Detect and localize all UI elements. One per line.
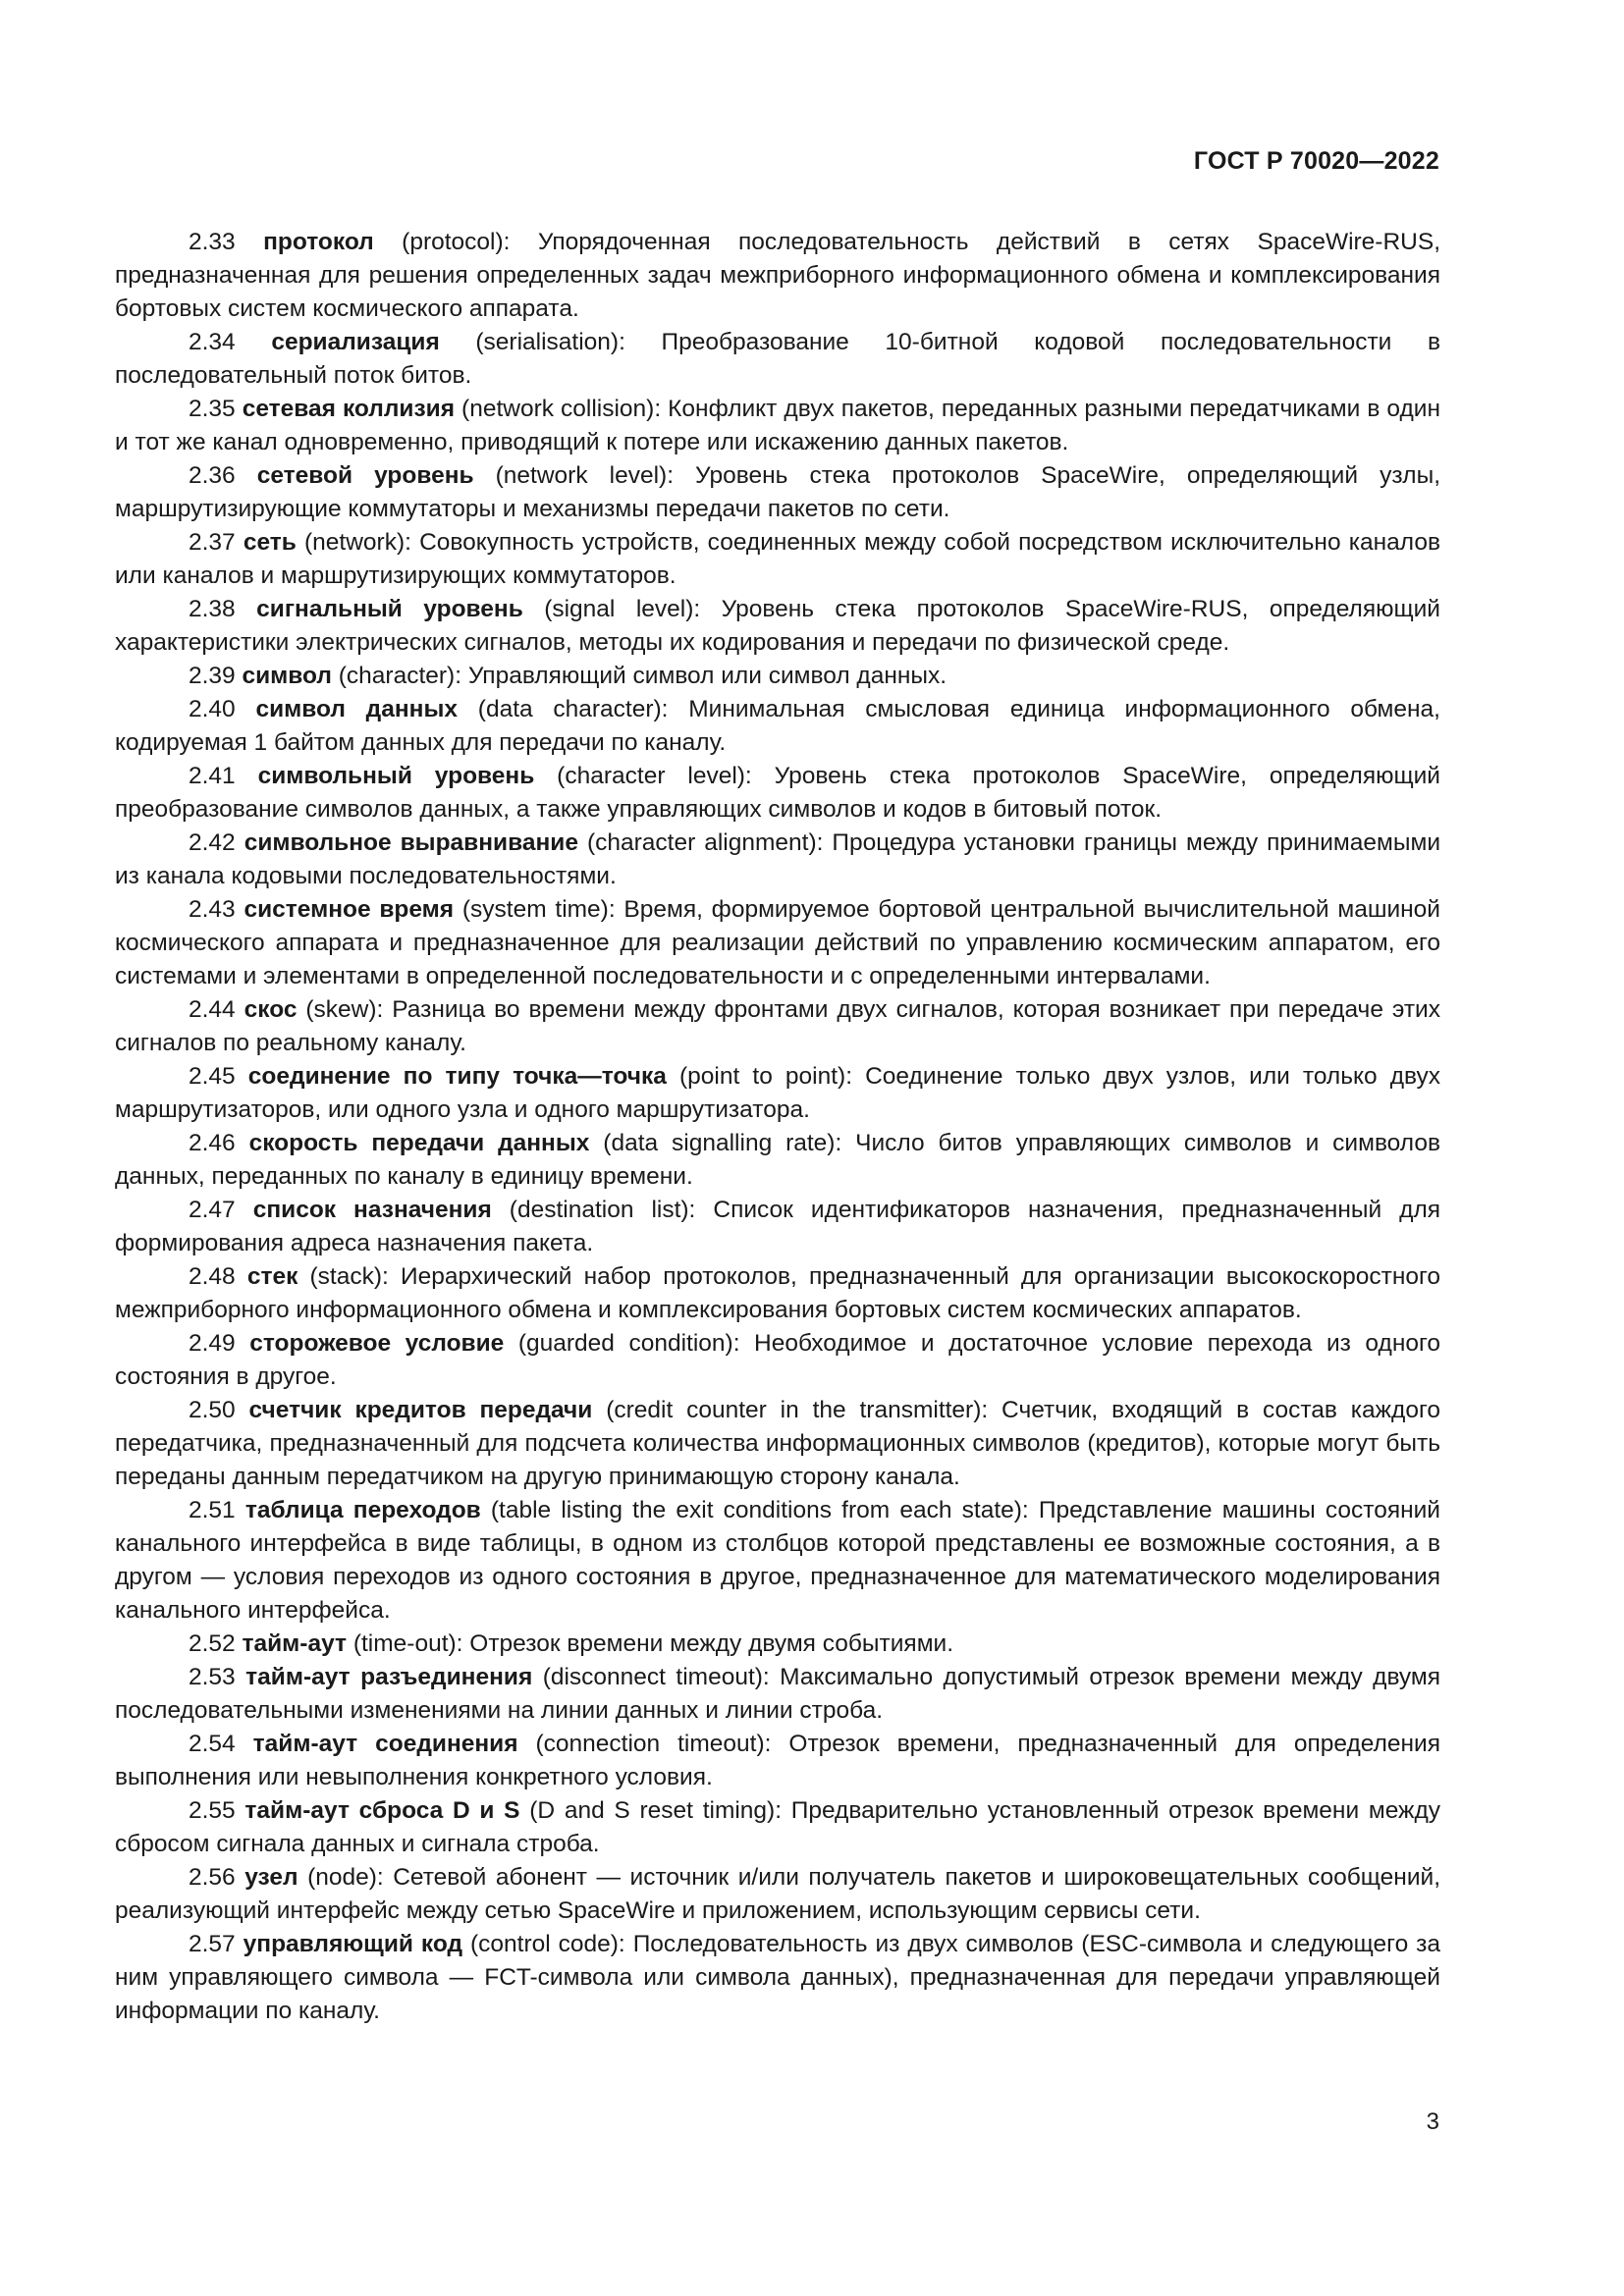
- term-definition: (network level): Уровень стека протоколов SpaceWire, определяющий узлы, маршрутизирующие коммутаторы и механизмы передачи пакетов по сети.: [115, 462, 1440, 522]
- term-number: 2.38: [189, 596, 236, 622]
- standard-designation: ГОСТ Р 70020—2022: [1193, 147, 1439, 175]
- term-title: системное время: [244, 896, 455, 923]
- term-definition: (character alignment): Процедура установки границы между принимаемыми из канала кодовыми последовательностями.: [115, 829, 1441, 889]
- term-title: сетевой уровень: [256, 462, 474, 489]
- term-entry: [115, 526, 1440, 593]
- term-title: счетчик кредитов передачи: [248, 1397, 593, 1423]
- term-entry: [115, 827, 1440, 893]
- term-number: 2.37: [189, 529, 236, 556]
- term-title: сетевая коллизия: [242, 396, 455, 422]
- term-title: тайм-аут: [242, 1630, 348, 1657]
- term-title: протокол: [263, 229, 374, 255]
- term-title: соединение по типу точка—точка: [247, 1063, 667, 1090]
- term-number: 2.56: [189, 1864, 236, 1891]
- term-definition: (serialisation): Преобразование 10-битной кодовой последовательности в последовательный поток битов.: [115, 329, 1440, 389]
- term-title: сеть: [243, 529, 297, 556]
- term-number: 2.50: [189, 1397, 236, 1423]
- term-entry: [115, 1060, 1440, 1127]
- term-entry: [115, 1327, 1440, 1394]
- term-title: скос: [244, 996, 298, 1023]
- term-number: 2.49: [189, 1330, 236, 1357]
- term-title: список назначения: [252, 1197, 492, 1223]
- term-definition: (point to point): Соединение только двух узлов, или только двух маршрутизаторов, или одного узла и одного маршрутизатора.: [115, 1063, 1440, 1123]
- term-number: 2.57: [189, 1931, 236, 1957]
- term-title: сторожевое условие: [249, 1330, 505, 1357]
- term-definition: (node): Сетевой абонент — источник и/или получатель пакетов и широковещательных сообщений, реализующий интерфейс между сетью SpaceWire и приложением, использующим сервисы сети.: [115, 1864, 1441, 1924]
- term-title: символ данных: [255, 696, 459, 722]
- page-number: 3: [1426, 2109, 1439, 2135]
- term-number: 2.51: [189, 1497, 236, 1523]
- term-title: тайм-аут соединения: [252, 1731, 518, 1757]
- term-entry: [115, 993, 1440, 1060]
- term-definition: (character level): Уровень стека протоколов SpaceWire, определяющий преобразование символов данных, а также управляющих символов и кодов в битовый поток.: [115, 763, 1440, 823]
- term-definition: (signal level): Уровень стека протоколов SpaceWire-RUS, определяющий характеристики электрических сигналов, методы их кодирования и передачи по физической среде.: [115, 596, 1440, 656]
- term-entry: [115, 1194, 1440, 1260]
- term-entry: [115, 1794, 1440, 1861]
- term-entry: [115, 226, 1440, 326]
- term-entry: [115, 326, 1440, 393]
- term-number: 2.55: [189, 1797, 236, 1824]
- term-number: 2.54: [189, 1731, 236, 1757]
- term-number: 2.48: [189, 1263, 236, 1290]
- term-number: 2.53: [189, 1664, 236, 1690]
- term-title: узел: [244, 1864, 298, 1891]
- term-entry: [115, 893, 1440, 993]
- term-definition: (protocol): Упорядоченная последовательность действий в сетях SpaceWire-RUS, предназначенная для решения определенных задач межприборного информационного обмена и комплексирования бортовых систем космического аппарата.: [115, 229, 1440, 322]
- term-number: 2.40: [189, 696, 236, 722]
- term-number: 2.44: [189, 996, 236, 1023]
- term-entry: [115, 593, 1440, 660]
- term-number: 2.35: [189, 396, 236, 422]
- term-title: тайм-аут разъединения: [245, 1664, 533, 1690]
- term-number: 2.33: [189, 229, 236, 255]
- term-entry: [115, 1260, 1440, 1327]
- term-definition: (data character): Минимальная смысловая единица информационного обмена, кодируемая 1 байтом данных для передачи по каналу.: [115, 696, 1440, 756]
- term-number: 2.42: [189, 829, 236, 856]
- term-number: 2.41: [189, 763, 236, 789]
- term-number: 2.45: [189, 1063, 236, 1090]
- term-title: сериализация: [271, 329, 440, 355]
- term-entry: [115, 1728, 1440, 1794]
- term-definition: (stack): Иерархический набор протоколов, предназначенный для организации высокоскоростного межприборного информационного обмена и комплексирования бортовых систем космических аппаратов.: [115, 1263, 1440, 1323]
- term-entry: [115, 1127, 1440, 1194]
- term-entry: [115, 693, 1440, 760]
- term-definition: (skew): Разница во времени между фронтами двух сигналов, которая возникает при передаче этих сигналов по реальному каналу.: [115, 996, 1440, 1056]
- term-title: символьное выравнивание: [244, 829, 578, 856]
- term-number: 2.36: [189, 462, 236, 489]
- term-title: стек: [246, 1263, 298, 1290]
- term-title: скорость передачи данных: [248, 1130, 590, 1156]
- term-title: управляющий код: [243, 1931, 463, 1957]
- term-number: 2.46: [189, 1130, 236, 1156]
- term-definition: (connection timeout): Отрезок времени, предназначенный для определения выполнения или невыполнения конкретного условия.: [115, 1731, 1441, 1790]
- term-number: 2.52: [189, 1630, 236, 1657]
- term-title: символ: [242, 663, 332, 689]
- term-definition: (D and S reset timing): Предварительно установленный отрезок времени между сбросом сигнала данных и сигнала строба.: [115, 1797, 1440, 1857]
- term-definition: (destination list): Список идентификаторов назначения, предназначенный для формирования адреса назначения пакета.: [115, 1197, 1441, 1256]
- term-title: символьный уровень: [257, 763, 535, 789]
- terms-list: [115, 226, 1440, 2028]
- term-definition: (table listing the exit conditions from each state): Представление машины состояний канального интерфейса в виде таблицы, в одном из столбцов которой представлены ее возможные состояния, а в другом — условия переходов из одного состояния в другое, предназначенное для математического моделирования канального интерфейса.: [115, 1497, 1440, 1624]
- term-number: 2.39: [189, 663, 236, 689]
- term-entry: [115, 1861, 1440, 1928]
- term-number: 2.34: [189, 329, 236, 355]
- term-entry: [115, 660, 1440, 693]
- term-entry: [115, 1661, 1440, 1728]
- term-definition: (control code): Последовательность из двух символов (ESC-символа и следующего за ним управляющего символа — FCT-символа или символа данных), предназначенная для передачи управляющей информации по каналу.: [115, 1931, 1441, 2024]
- term-definition: (disconnect timeout): Максимально допустимый отрезок времени между двумя последовательными изменениями на линии данных и линии строба.: [115, 1664, 1441, 1724]
- term-entry: [115, 1628, 1440, 1661]
- term-entry: [115, 1928, 1440, 2028]
- term-entry: [115, 1394, 1440, 1494]
- term-definition: (time-out): Отрезок времени между двумя событиями.: [347, 1630, 954, 1657]
- term-entry: [115, 393, 1440, 459]
- term-title: таблица переходов: [244, 1497, 481, 1523]
- term-definition: (network collision): Конфликт двух пакетов, переданных разными передатчиками в один и тот же канал одновременно, приводящий к потере или искажению данных пакетов.: [115, 396, 1441, 455]
- term-number: 2.43: [189, 896, 236, 923]
- term-entry: [115, 1494, 1440, 1628]
- term-definition: (credit counter in the transmitter): Счетчик, входящий в состав каждого передатчика, предназначенный для подсчета количества информационных символов (кредитов), которые могут быть переданы данным передатчиком на другую принимающую сторону канала.: [115, 1397, 1440, 1490]
- term-title: сигнальный уровень: [256, 596, 523, 622]
- term-title: тайм-аут сброса D и S: [244, 1797, 520, 1824]
- term-definition: (character): Управляющий символ или символ данных.: [331, 663, 947, 689]
- term-definition: (guarded condition): Необходимое и достаточное условие перехода из одного состояния в другое.: [115, 1330, 1440, 1390]
- term-definition: (data signalling rate): Число битов управляющих символов и символов данных, переданных по каналу в единицу времени.: [115, 1130, 1440, 1190]
- term-entry: [115, 760, 1440, 827]
- term-definition: (system time): Время, формируемое бортовой центральной вычислительной машиной космического аппарата и предназначенное для реализации действий по управлению космическим аппаратом, его системами и элементами в определенной последовательности и с определенными интервалами.: [115, 896, 1440, 989]
- term-definition: (network): Совокупность устройств, соединенных между собой посредством исключительно каналов или каналов и маршрутизирующих коммутаторов.: [115, 529, 1440, 589]
- term-entry: [115, 459, 1440, 526]
- term-number: 2.47: [189, 1197, 236, 1223]
